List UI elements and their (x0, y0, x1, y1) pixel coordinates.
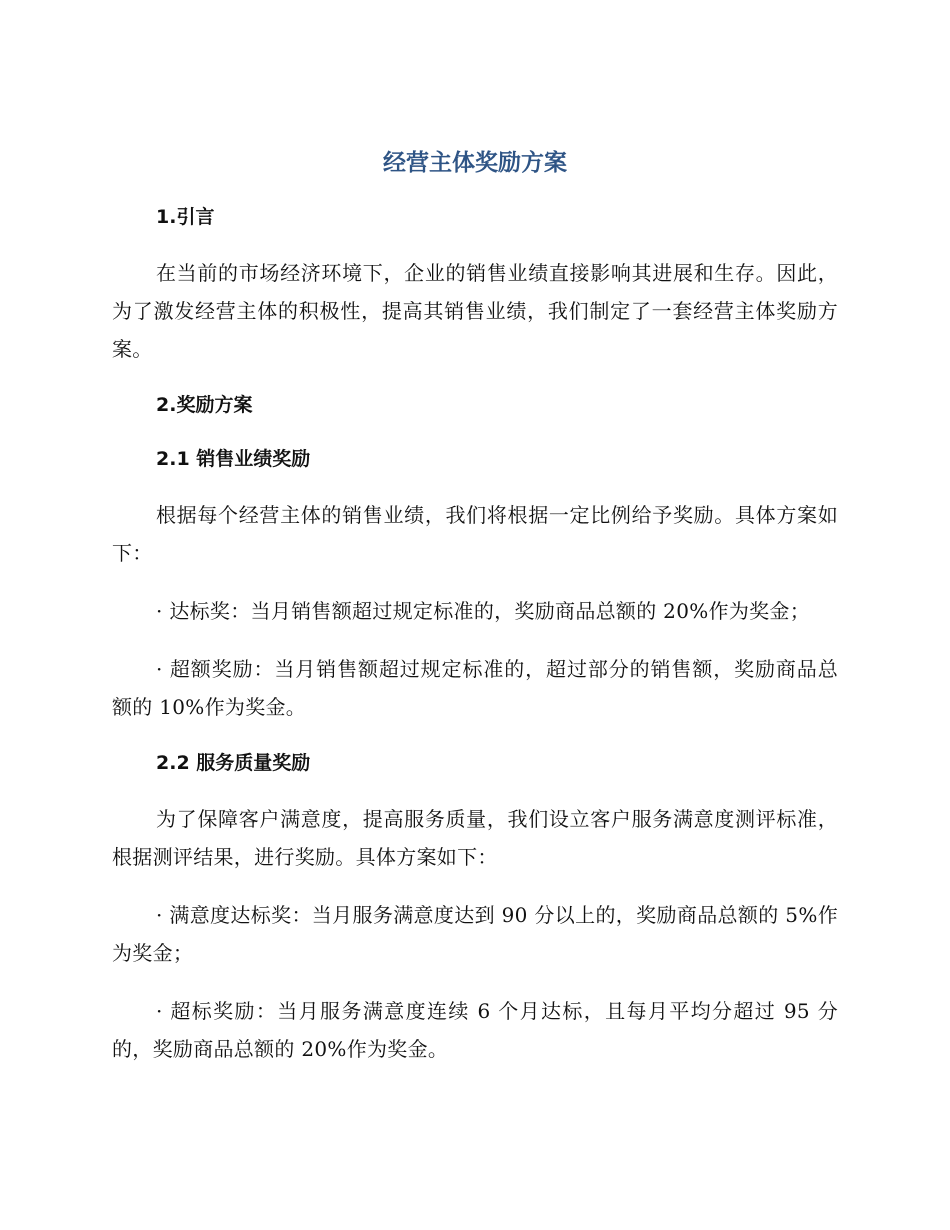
sales-bullet-excess-reward: · 超额奖励：当月销售额超过规定标准的，超过部分的销售额，奖励商品总额的 10%作为奖金。 (112, 657, 838, 719)
sales-paragraph: 根据每个经营主体的销售业绩，我们将根据一定比例给予奖励。具体方案如下： (112, 503, 838, 565)
section-heading-intro: 1.引言 (156, 206, 215, 228)
subsection-heading-service: 2.2 服务质量奖励 (156, 752, 311, 774)
service-paragraph: 为了保障客户满意度，提高服务质量，我们设立客户服务满意度测评标准，根据测评结果，进行奖励。具体方案如下： (112, 807, 838, 869)
section-heading-reward-plan: 2.奖励方案 (156, 394, 253, 416)
document-title: 经营主体奖励方案 (383, 150, 567, 176)
service-bullet-exceed-reward: · 超标奖励：当月服务满意度连续 6 个月达标，且每月平均分超过 95 分的，奖励商品总额的 20%作为奖金。 (112, 999, 838, 1061)
service-bullet-satisfaction-reward: · 满意度达标奖：当月服务满意度达到 90 分以上的，奖励商品总额的 5%作为奖金； (112, 903, 838, 965)
sales-bullet-target-reward: · 达标奖：当月销售额超过规定标准的，奖励商品总额的 20%作为奖金； (156, 599, 811, 623)
document-body (112, 140, 838, 1088)
intro-paragraph: 在当前的市场经济环境下，企业的销售业绩直接影响其进展和生存。因此，为了激发经营主体的积极性，提高其销售业绩，我们制定了一套经营主体奖励方案。 (112, 261, 838, 361)
subsection-heading-sales: 2.1 销售业绩奖励 (156, 448, 311, 470)
